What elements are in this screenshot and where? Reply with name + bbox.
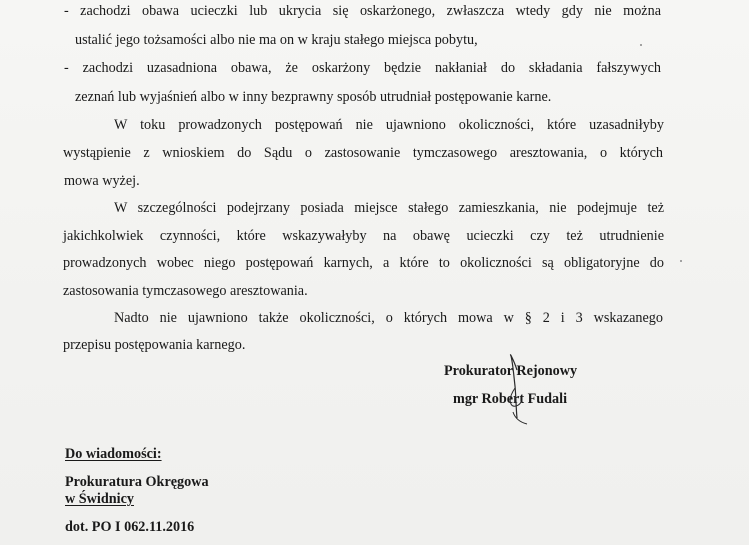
- handwritten-signature: [497, 352, 547, 432]
- paragraph-1-line-1: W toku prowadzonych postępowań nie ujawniono okoliczności, które uzasadniłyby: [114, 117, 664, 133]
- distribution-heading: Do wiadomości:: [65, 446, 162, 462]
- signature-name: mgr Robert Fudali: [453, 391, 568, 407]
- paragraph-1-line-2: wystąpienie z wnioskiem do Sądu o zastosowanie tymczasowego aresztowania, o których: [63, 145, 663, 161]
- distribution-reference: dot. PO I 062.11.2016: [65, 519, 195, 535]
- paragraph-2-line-4: zastosowania tymczasowego aresztowania.: [63, 283, 308, 299]
- bullet-1-line-1: - zachodzi obawa ucieczki lub ukrycia się oskarżonego, zwłaszcza wtedy gdy nie można: [64, 3, 661, 19]
- paragraph-3-line-2: przepisu postępowania karnego.: [63, 337, 246, 353]
- bullet-2-line-1: - zachodzi uzasadniona obawa, że oskarżony będzie nakłaniał do składania fałszywych: [64, 60, 661, 76]
- bullet-1-line-2: ustalić jego tożsamości albo nie ma on w kraju stałego miejsca pobytu,: [75, 32, 478, 48]
- paragraph-2-line-1: W szczególności podejrzany posiada miejsce stałego zamieszkania, nie podejmuje też: [114, 200, 664, 216]
- paragraph-1-line-3: mowa wyżej.: [64, 173, 140, 189]
- distribution-recipient-line-1: Prokuratura Okręgowa: [65, 474, 209, 490]
- paragraph-2-line-2: jakichkolwiek czynności, które wskazywałyby na obawę ucieczki czy też utrudnienie: [63, 228, 664, 244]
- paragraph-3-line-1: Nadto nie ujawniono także okoliczności, o których mowa w § 2 i 3 wskazanego: [114, 310, 663, 326]
- bullet-2-line-2: zeznań lub wyjaśnień albo w inny bezprawny sposób utrudniał postępowanie karne.: [75, 89, 552, 105]
- signature-title: Prokurator Rejonowy: [444, 363, 578, 379]
- scan-speck: [680, 260, 682, 262]
- paragraph-2-line-3: prowadzonych wobec niego postępowań karnych, a które to okoliczności są obligatoryjne do: [63, 255, 664, 271]
- distribution-recipient-line-2: w Świdnicy: [65, 491, 134, 507]
- scan-speck: [640, 44, 642, 46]
